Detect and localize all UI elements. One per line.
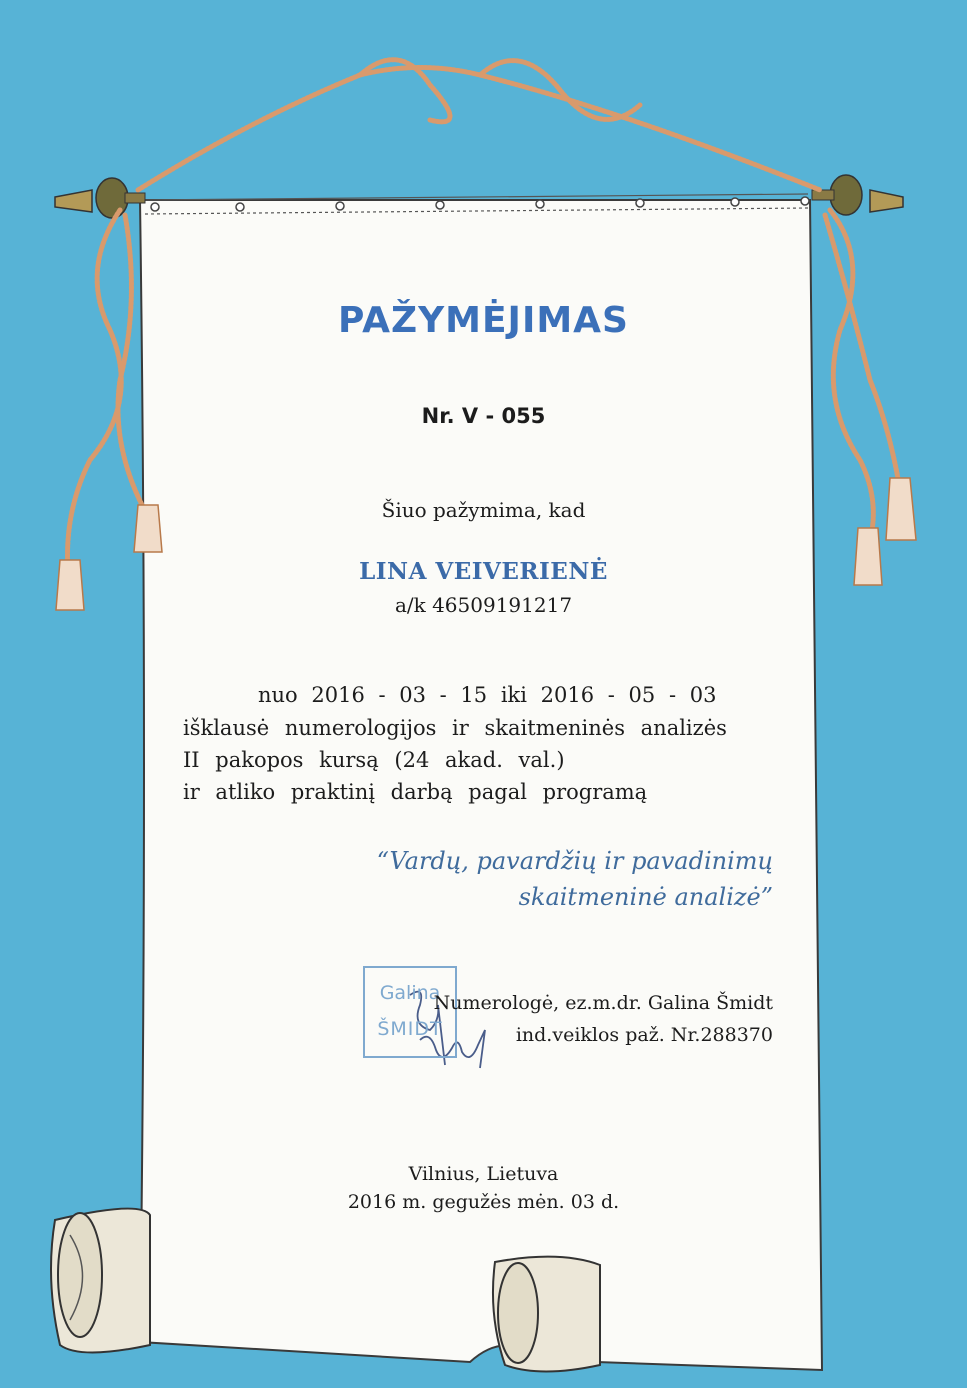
recipient-name: LINA VEIVERIENĖ bbox=[359, 558, 608, 585]
program-title-line-1: “Vardų, pavardžių ir pavadinimų bbox=[376, 847, 773, 875]
body-line-level: II pakopos kursą (24 akad. val.) bbox=[183, 748, 565, 772]
stamp-line-1: Galina bbox=[379, 982, 441, 1004]
body-line-dates: nuo 2016 - 03 - 15 iki 2016 - 05 - 03 bbox=[258, 683, 717, 707]
certificate-number: Nr. V - 055 bbox=[421, 404, 546, 428]
stamp-line-2: ŠMIDT bbox=[377, 1018, 443, 1040]
intro-text: Šiuo pažymima, kad bbox=[381, 498, 586, 522]
body-line-course: išklausė numerologijos ir skaitmeninės analizės bbox=[183, 716, 727, 740]
program-title-line-2: skaitmeninė analizė” bbox=[518, 883, 773, 911]
rod-left-finial bbox=[55, 178, 145, 218]
signer-title: Numerologė, ez.m.dr. Galina Šmidt bbox=[433, 992, 773, 1014]
issue-date: 2016 m. gegužės mėn. 03 d. bbox=[347, 1191, 620, 1213]
bottom-roll-right bbox=[493, 1257, 600, 1372]
recipient-id: a/k 46509191217 bbox=[394, 593, 573, 617]
body-line-practice: ir atliko praktinį darbą pagal programą bbox=[183, 780, 648, 804]
signer-license: ind.veiklos paž. Nr.288370 bbox=[515, 1024, 773, 1046]
bottom-roll-left bbox=[51, 1209, 150, 1353]
certificate-title: PAŽYMĖJIMAS bbox=[338, 300, 629, 341]
issue-city: Vilnius, Lietuva bbox=[408, 1163, 559, 1185]
rod-right-finial bbox=[812, 175, 903, 215]
